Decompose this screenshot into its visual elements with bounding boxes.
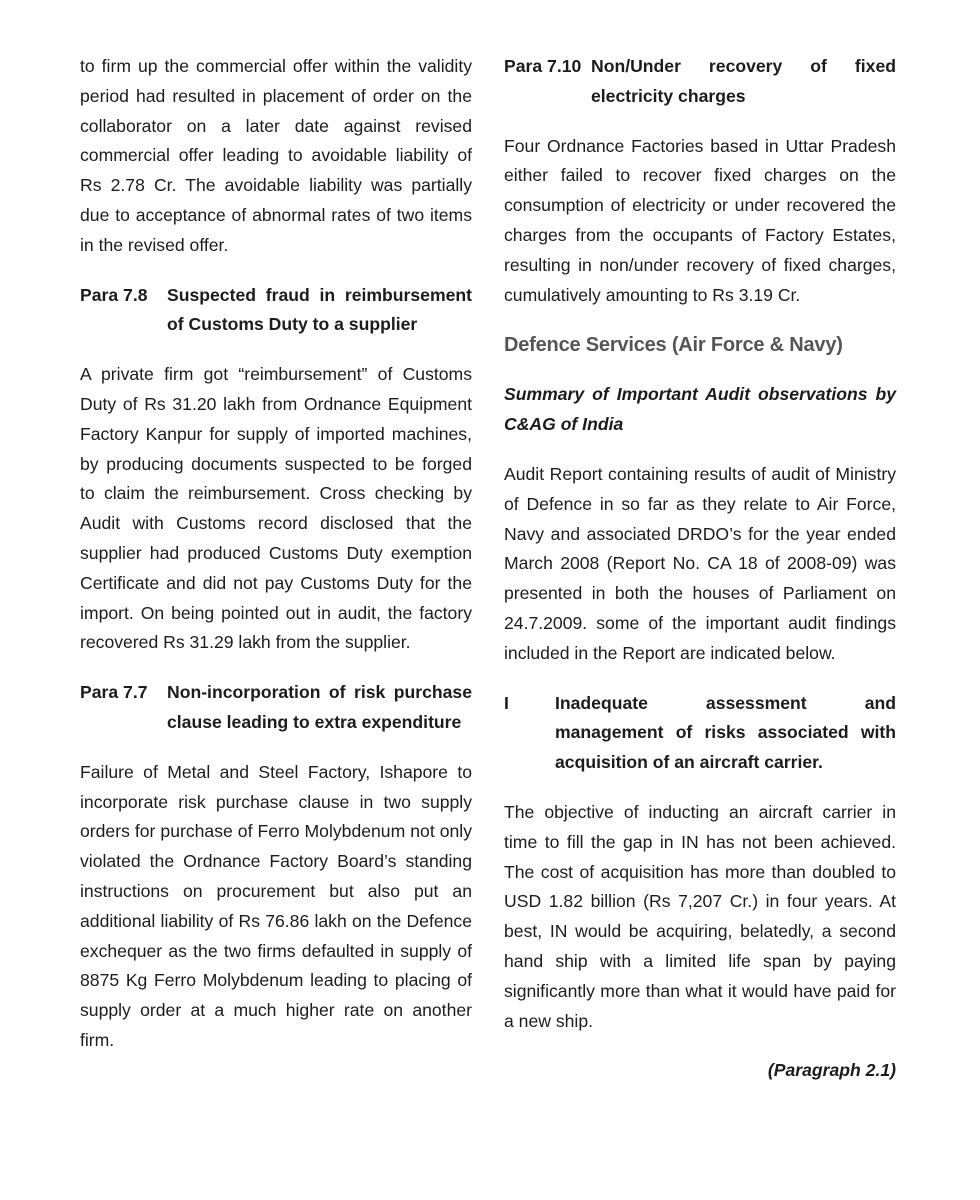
intro-paragraph: to firm up the commercial offer within the validity period had resulted in placement of order on the collaborator on a later date against revised commercial offer leading to avoidable liability of Rs 2.78 Cr. The avoidable liability was partially due to acceptance of abnormal rates of two items in the revised offer. (80, 56, 472, 255)
para-7-8-body: A private firm got “reimbursement” of Customs Duty of Rs 31.20 lakh from Ordnance Equipment Factory Kanpur for supply of imported machines, by producing documents suspected to be forged to claim the reimbursement. Cross checking by Audit with Customs record disclosed that the supplier had produced Customs Duty exemption Certificate and did not pay Customs Duty for the import. On being pointed out in audit, the factory recovered Rs 31.29 lakh from the supplier. (80, 364, 472, 653)
para-7-7-number: Para 7.7 (80, 682, 148, 703)
para-7-7-body: Failure of Metal and Steel Factory, Ishapore to incorporate risk purchase clause in two supply orders for purchase of Ferro Molybdenum not only violated the Ordnance Factory Board’s standing instructions on procurement but also put an additional liability of Rs 76.86 lakh on the Defence exchequer as the two firms defaulted in supply of 8875 Kg Ferro Molybdenum leading to placing of supply order at a much higher rate on another firm. (80, 761, 472, 1050)
item-i-heading (504, 689, 896, 778)
para-7-8-title: Suspected fraud in reimbursement of Customs Duty to a supplier (167, 284, 472, 335)
section-title: Defence Services (Air Force & Navy) (504, 334, 843, 357)
item-i-number: I (504, 692, 509, 713)
summary-title: Summary of Important Audit observations by C&AG of India (504, 384, 896, 435)
item-i-title: Inadequate assessment and management of risks associated with acquisition of an aircraft carrier. (555, 692, 896, 773)
para-7-8-heading (80, 281, 472, 341)
para-7-7-title: Non-incorporation of risk purchase clause leading to extra expenditure (167, 682, 472, 732)
paragraph-reference: (Paragraph 2.1) (767, 1060, 896, 1081)
para-7-10-heading (504, 52, 896, 112)
left-column (80, 52, 472, 1076)
right-column (504, 52, 896, 1086)
para-7-10-number: Para 7.10 (504, 56, 582, 76)
para-7-8-number: Para 7.8 (80, 284, 148, 305)
item-i-body: The objective of inducting an aircraft carrier in time to fill the gap in IN has not been achieved. The cost of acquisition has more than doubled to USD 1.82 billion (Rs 7,207 Cr.) in four years. At best, IN would be acquiring, belatedly, a second hand ship with a limited life span by paying significantly more than what it would have paid for a new ship. (504, 801, 896, 1031)
para-7-7-heading (80, 678, 472, 738)
para-7-10-body: Four Ordnance Factories based in Uttar Pradesh either failed to recover fixed charges on the consumption of electricity or under recovered the charges from the occupants of Factory Estates, resulting in non/under recovery of fixed charges, cumulatively amounting to Rs 3.19 Cr. (504, 135, 896, 305)
para-7-10-title: Non/Under recovery of fixed electricity charges (591, 56, 896, 106)
summary-body: Audit Report containing results of audit of Ministry of Defence in so far as they relate to Air Force, Navy and associated DRDO’s for the year ended March 2008 (Report No. CA 18 of 2008-09) was presented in both the houses of Parliament on 24.7.2009. some of the important audit findings included in the Report are indicated below. (504, 463, 896, 663)
